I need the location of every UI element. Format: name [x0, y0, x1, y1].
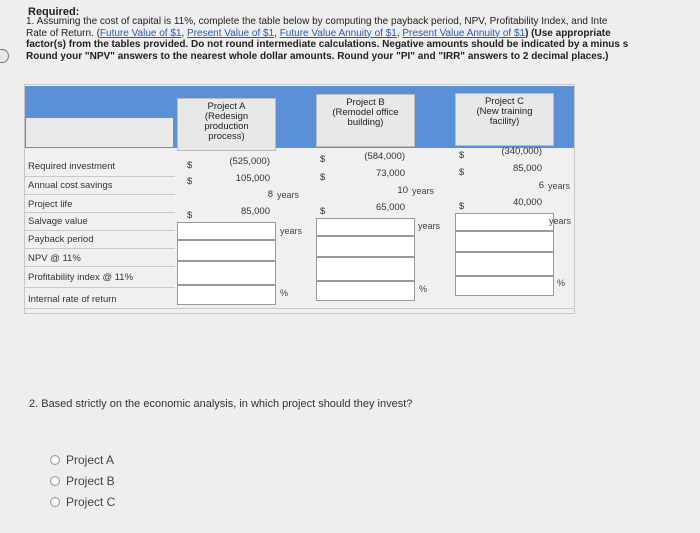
row-label-project-life: Project life [28, 199, 73, 210]
project-c-irr-input[interactable] [455, 276, 554, 296]
option-label: Project C [66, 495, 116, 509]
project-c-npv-input[interactable] [455, 231, 554, 252]
radio-button-icon[interactable] [50, 455, 60, 465]
project-a-irr-unit: % [280, 288, 289, 298]
project-c-salvage: 40,000 [512, 197, 542, 208]
project-c-dollar: $ [459, 150, 465, 161]
row-divider [25, 230, 175, 231]
project-a-payback-input[interactable] [177, 222, 276, 240]
project-b-dollar: $ [320, 206, 326, 217]
project-a-life: 8 [267, 189, 273, 200]
row-label-salvage-value: Salvage value [28, 216, 88, 227]
project-b-pi-input[interactable] [316, 257, 415, 281]
instructions [26, 16, 700, 62]
option-project-a[interactable] [50, 453, 114, 467]
project-c-dollar: $ [459, 201, 465, 212]
link-fva-1[interactable]: Future Value Annuity of $1 [279, 27, 397, 39]
link-fv-1[interactable]: Future Value of $1 [99, 27, 182, 39]
collapse-tab-icon[interactable] [0, 49, 9, 63]
project-a-payback-unit: years [280, 226, 303, 236]
row-divider [25, 194, 175, 195]
option-project-c[interactable] [50, 495, 115, 509]
project-c-pi-input[interactable] [455, 252, 554, 276]
required-heading: Required: [28, 6, 80, 18]
row-divider [25, 248, 175, 249]
option-label: Project B [66, 474, 115, 488]
project-a-life-unit: years [277, 190, 300, 200]
radio-button-icon[interactable] [50, 497, 60, 507]
project-c-savings: 85,000 [512, 163, 542, 174]
project-b-npv-input[interactable] [316, 236, 415, 257]
project-a-dollar: $ [187, 210, 193, 221]
instructions-line-3: factor(s) from the tables provided. Do not round intermediate calculations. Negative amounts should be indicated by a minus s [26, 39, 629, 50]
table-header-left-cell [26, 118, 173, 147]
project-a-dollar: $ [187, 176, 193, 187]
project-a-header: Project A (Redesign production process) [177, 98, 276, 151]
project-b-savings: 73,000 [375, 168, 405, 179]
project-b-life: 10 [397, 185, 408, 196]
row-divider [25, 176, 175, 177]
row-label-payback-period: Payback period [28, 234, 94, 245]
row-divider [25, 287, 175, 288]
project-b-irr-input[interactable] [316, 281, 415, 301]
question-2: 2. Based strictly on the economic analysis, in which project should they invest? [29, 398, 413, 410]
option-project-b[interactable] [50, 474, 115, 488]
project-a-pi-input[interactable] [177, 261, 276, 285]
project-b-payback-input[interactable] [316, 218, 415, 236]
project-c-life-unit: years [548, 181, 571, 191]
row-label-annual-cost-savings: Annual cost savings [28, 180, 113, 191]
link-pva-1[interactable]: Present Value Annuity of $1 [402, 27, 526, 39]
project-b-dollar: $ [320, 172, 326, 183]
project-a-npv-input[interactable] [177, 240, 276, 261]
project-a-irr-input[interactable] [177, 285, 276, 305]
project-c-payback-unit: years [549, 216, 572, 226]
project-c-life: 6 [538, 180, 544, 191]
project-b-investment: (584,000) [364, 151, 405, 162]
instructions-line-1: 1. Assuming the cost of capital is 11%, complete the table below by computing the payback period, NPV, Profitability Index, and Inte [26, 16, 608, 27]
row-label-npv: NPV @ 11% [28, 253, 81, 264]
project-a-savings: 105,000 [235, 173, 270, 184]
radio-button-icon[interactable] [50, 476, 60, 486]
instructions-line-4: Round your "NPV" answers to the nearest whole dollar amounts. Round your "PI" and "IRR" answers to 2 decimal places.) [26, 50, 609, 62]
project-c-header: Project C (New training facility) [455, 93, 554, 146]
instructions-line-2: Rate of Return. (Future Value of $1, Present Value of $1, Future Value Annuity of $1, Present Value Annuity of $1) (Use appropriate [26, 27, 611, 39]
row-divider [25, 212, 175, 213]
project-b-life-unit: years [412, 186, 435, 196]
project-c-investment: (340,000) [501, 146, 542, 157]
project-b-payback-unit: years [418, 221, 441, 231]
project-c-irr-unit: % [557, 278, 566, 288]
row-label-profitability-index: Profitability index @ 11% [28, 272, 134, 283]
project-b-header: Project B (Remodel office building) [316, 94, 415, 147]
option-label: Project A [66, 453, 115, 467]
project-a-investment: (525,000) [229, 156, 270, 167]
row-label-irr: Internal rate of return [28, 294, 117, 305]
row-label-required-investment: Required investment [28, 161, 116, 172]
project-b-dollar: $ [320, 154, 326, 165]
project-c-dollar: $ [459, 167, 465, 178]
project-b-irr-unit: % [419, 284, 428, 294]
project-c-payback-input[interactable] [455, 213, 554, 231]
project-a-salvage: 85,000 [240, 206, 270, 217]
project-b-salvage: 65,000 [375, 202, 405, 213]
project-a-dollar: $ [187, 160, 193, 171]
row-divider [25, 308, 574, 309]
row-divider [25, 266, 175, 267]
link-pv-1[interactable]: Present Value of $1 [187, 27, 275, 39]
